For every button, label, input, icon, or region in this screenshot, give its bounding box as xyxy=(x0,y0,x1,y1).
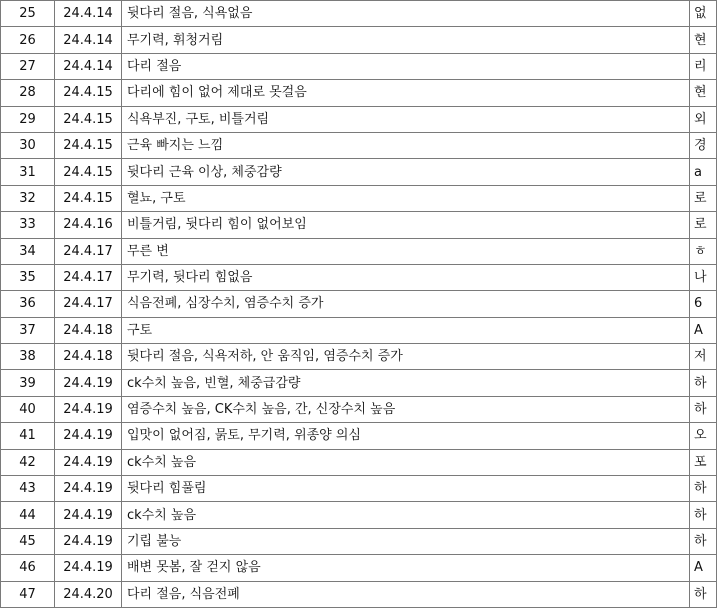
symptoms-cell[interactable]: 구토 xyxy=(122,317,690,343)
symptoms-cell[interactable]: 다리 절음, 식음전폐 xyxy=(122,581,690,607)
symptoms-cell[interactable]: 뒷다리 절음, 식욕없음 xyxy=(122,1,690,27)
symptoms-cell[interactable]: 식음전폐, 심장수치, 염증수치 증가 xyxy=(122,291,690,317)
symptoms-cell[interactable]: 무른 변 xyxy=(122,238,690,264)
truncated-cell[interactable]: A xyxy=(690,317,717,343)
symptoms-cell[interactable]: 식욕부진, 구토, 비틀거림 xyxy=(122,106,690,132)
truncated-cell[interactable]: 하 xyxy=(690,476,717,502)
symptoms-cell[interactable]: 입맛이 없어짐, 묽토, 무기력, 위종양 의심 xyxy=(122,423,690,449)
date-cell[interactable]: 24.4.19 xyxy=(55,396,122,422)
date-cell[interactable]: 24.4.17 xyxy=(55,264,122,290)
truncated-cell[interactable]: 저 xyxy=(690,344,717,370)
table-body xyxy=(1,1,717,608)
date-cell[interactable]: 24.4.15 xyxy=(55,132,122,158)
date-cell[interactable]: 24.4.19 xyxy=(55,423,122,449)
table-row[interactable] xyxy=(1,159,717,185)
date-cell[interactable]: 24.4.14 xyxy=(55,27,122,53)
table-row[interactable] xyxy=(1,1,717,27)
row-number-cell[interactable]: 43 xyxy=(1,476,55,502)
date-cell[interactable]: 24.4.17 xyxy=(55,238,122,264)
row-number-cell[interactable]: 32 xyxy=(1,185,55,211)
date-cell[interactable]: 24.4.15 xyxy=(55,106,122,132)
date-cell[interactable]: 24.4.15 xyxy=(55,80,122,106)
symptoms-cell[interactable]: 무기력, 휘청거림 xyxy=(122,27,690,53)
table-row[interactable] xyxy=(1,317,717,343)
truncated-cell[interactable]: 현 xyxy=(690,80,717,106)
row-number-cell[interactable]: 29 xyxy=(1,106,55,132)
table-row[interactable] xyxy=(1,370,717,396)
truncated-cell[interactable]: 현 xyxy=(690,27,717,53)
table-row[interactable] xyxy=(1,264,717,290)
table-row[interactable] xyxy=(1,449,717,475)
truncated-cell[interactable]: 없 xyxy=(690,1,717,27)
date-cell[interactable]: 24.4.14 xyxy=(55,1,122,27)
table-row[interactable] xyxy=(1,132,717,158)
truncated-cell[interactable]: 하 xyxy=(690,581,717,607)
truncated-cell[interactable]: A xyxy=(690,555,717,581)
truncated-cell[interactable]: 포 xyxy=(690,449,717,475)
row-number-cell[interactable]: 27 xyxy=(1,53,55,79)
table-row[interactable] xyxy=(1,106,717,132)
symptoms-cell[interactable]: ck수치 높음 xyxy=(122,449,690,475)
row-number-cell[interactable]: 26 xyxy=(1,27,55,53)
date-cell[interactable]: 24.4.19 xyxy=(55,555,122,581)
truncated-cell[interactable]: 나 xyxy=(690,264,717,290)
table-row[interactable] xyxy=(1,396,717,422)
truncated-cell[interactable]: ㅎ xyxy=(690,238,717,264)
row-number-cell[interactable]: 40 xyxy=(1,396,55,422)
date-cell[interactable]: 24.4.19 xyxy=(55,502,122,528)
truncated-cell[interactable]: 오 xyxy=(690,423,717,449)
table-row[interactable] xyxy=(1,581,717,607)
symptoms-cell[interactable]: 뒷다리 근육 이상, 체중감량 xyxy=(122,159,690,185)
row-number-cell[interactable]: 47 xyxy=(1,581,55,607)
symptoms-cell[interactable]: 근육 빠지는 느낌 xyxy=(122,132,690,158)
symptoms-cell[interactable]: ck수치 높음, 빈혈, 체중급감량 xyxy=(122,370,690,396)
symptoms-cell[interactable]: 기립 불능 xyxy=(122,528,690,554)
symptoms-cell[interactable]: 무기력, 뒷다리 힘없음 xyxy=(122,264,690,290)
date-cell[interactable]: 24.4.19 xyxy=(55,449,122,475)
truncated-cell[interactable]: a xyxy=(690,159,717,185)
table-row[interactable] xyxy=(1,238,717,264)
row-number-cell[interactable]: 33 xyxy=(1,212,55,238)
symptoms-cell[interactable]: 뒷다리 힘풀림 xyxy=(122,476,690,502)
row-number-cell[interactable]: 41 xyxy=(1,423,55,449)
date-cell[interactable]: 24.4.17 xyxy=(55,291,122,317)
date-cell[interactable]: 24.4.19 xyxy=(55,528,122,554)
table-row[interactable] xyxy=(1,185,717,211)
truncated-cell[interactable]: 하 xyxy=(690,528,717,554)
row-number-cell[interactable]: 25 xyxy=(1,1,55,27)
symptoms-cell[interactable]: 혈뇨, 구토 xyxy=(122,185,690,211)
row-number-cell[interactable]: 36 xyxy=(1,291,55,317)
row-number-cell[interactable]: 42 xyxy=(1,449,55,475)
row-number-cell[interactable]: 31 xyxy=(1,159,55,185)
row-number-cell[interactable]: 35 xyxy=(1,264,55,290)
symptoms-cell[interactable]: 염증수치 높음, CK수치 높음, 간, 신장수치 높음 xyxy=(122,396,690,422)
date-cell[interactable]: 24.4.15 xyxy=(55,185,122,211)
table-row[interactable] xyxy=(1,423,717,449)
date-cell[interactable]: 24.4.15 xyxy=(55,159,122,185)
truncated-cell[interactable]: 하 xyxy=(690,370,717,396)
row-number-cell[interactable]: 34 xyxy=(1,238,55,264)
truncated-cell[interactable]: 6 xyxy=(690,291,717,317)
symptoms-cell[interactable]: 다리 절음 xyxy=(122,53,690,79)
table-row[interactable] xyxy=(1,53,717,79)
table-row[interactable] xyxy=(1,476,717,502)
truncated-cell[interactable]: 하 xyxy=(690,396,717,422)
symptoms-cell[interactable]: 다리에 힘이 없어 제대로 못걸음 xyxy=(122,80,690,106)
truncated-cell[interactable]: 로 xyxy=(690,212,717,238)
symptoms-cell[interactable]: 배변 못봄, 잘 걷지 않음 xyxy=(122,555,690,581)
symptoms-cell[interactable]: 비틀거림, 뒷다리 힘이 없어보임 xyxy=(122,212,690,238)
date-cell[interactable]: 24.4.18 xyxy=(55,317,122,343)
row-number-cell[interactable]: 38 xyxy=(1,344,55,370)
row-number-cell[interactable]: 28 xyxy=(1,80,55,106)
row-number-cell[interactable]: 45 xyxy=(1,528,55,554)
row-number-cell[interactable]: 37 xyxy=(1,317,55,343)
table-row[interactable] xyxy=(1,555,717,581)
table-row[interactable] xyxy=(1,212,717,238)
row-number-cell[interactable]: 46 xyxy=(1,555,55,581)
table-row[interactable] xyxy=(1,344,717,370)
date-cell[interactable]: 24.4.20 xyxy=(55,581,122,607)
date-cell[interactable]: 24.4.19 xyxy=(55,370,122,396)
table-row[interactable] xyxy=(1,27,717,53)
date-cell[interactable]: 24.4.19 xyxy=(55,476,122,502)
date-cell[interactable]: 24.4.14 xyxy=(55,53,122,79)
truncated-cell[interactable]: 로 xyxy=(690,185,717,211)
truncated-cell[interactable]: 하 xyxy=(690,502,717,528)
truncated-cell[interactable]: 외 xyxy=(690,106,717,132)
symptoms-cell[interactable]: ck수치 높음 xyxy=(122,502,690,528)
row-number-cell[interactable]: 39 xyxy=(1,370,55,396)
truncated-cell[interactable]: 경 xyxy=(690,132,717,158)
table-row[interactable] xyxy=(1,528,717,554)
date-cell[interactable]: 24.4.16 xyxy=(55,212,122,238)
date-cell[interactable]: 24.4.18 xyxy=(55,344,122,370)
table-row[interactable] xyxy=(1,80,717,106)
row-number-cell[interactable]: 44 xyxy=(1,502,55,528)
row-number-cell[interactable]: 30 xyxy=(1,132,55,158)
truncated-cell[interactable]: 리 xyxy=(690,53,717,79)
table-row[interactable] xyxy=(1,291,717,317)
table-row[interactable] xyxy=(1,502,717,528)
symptoms-cell[interactable]: 뒷다리 절음, 식욕저하, 안 움직임, 염증수치 증가 xyxy=(122,344,690,370)
